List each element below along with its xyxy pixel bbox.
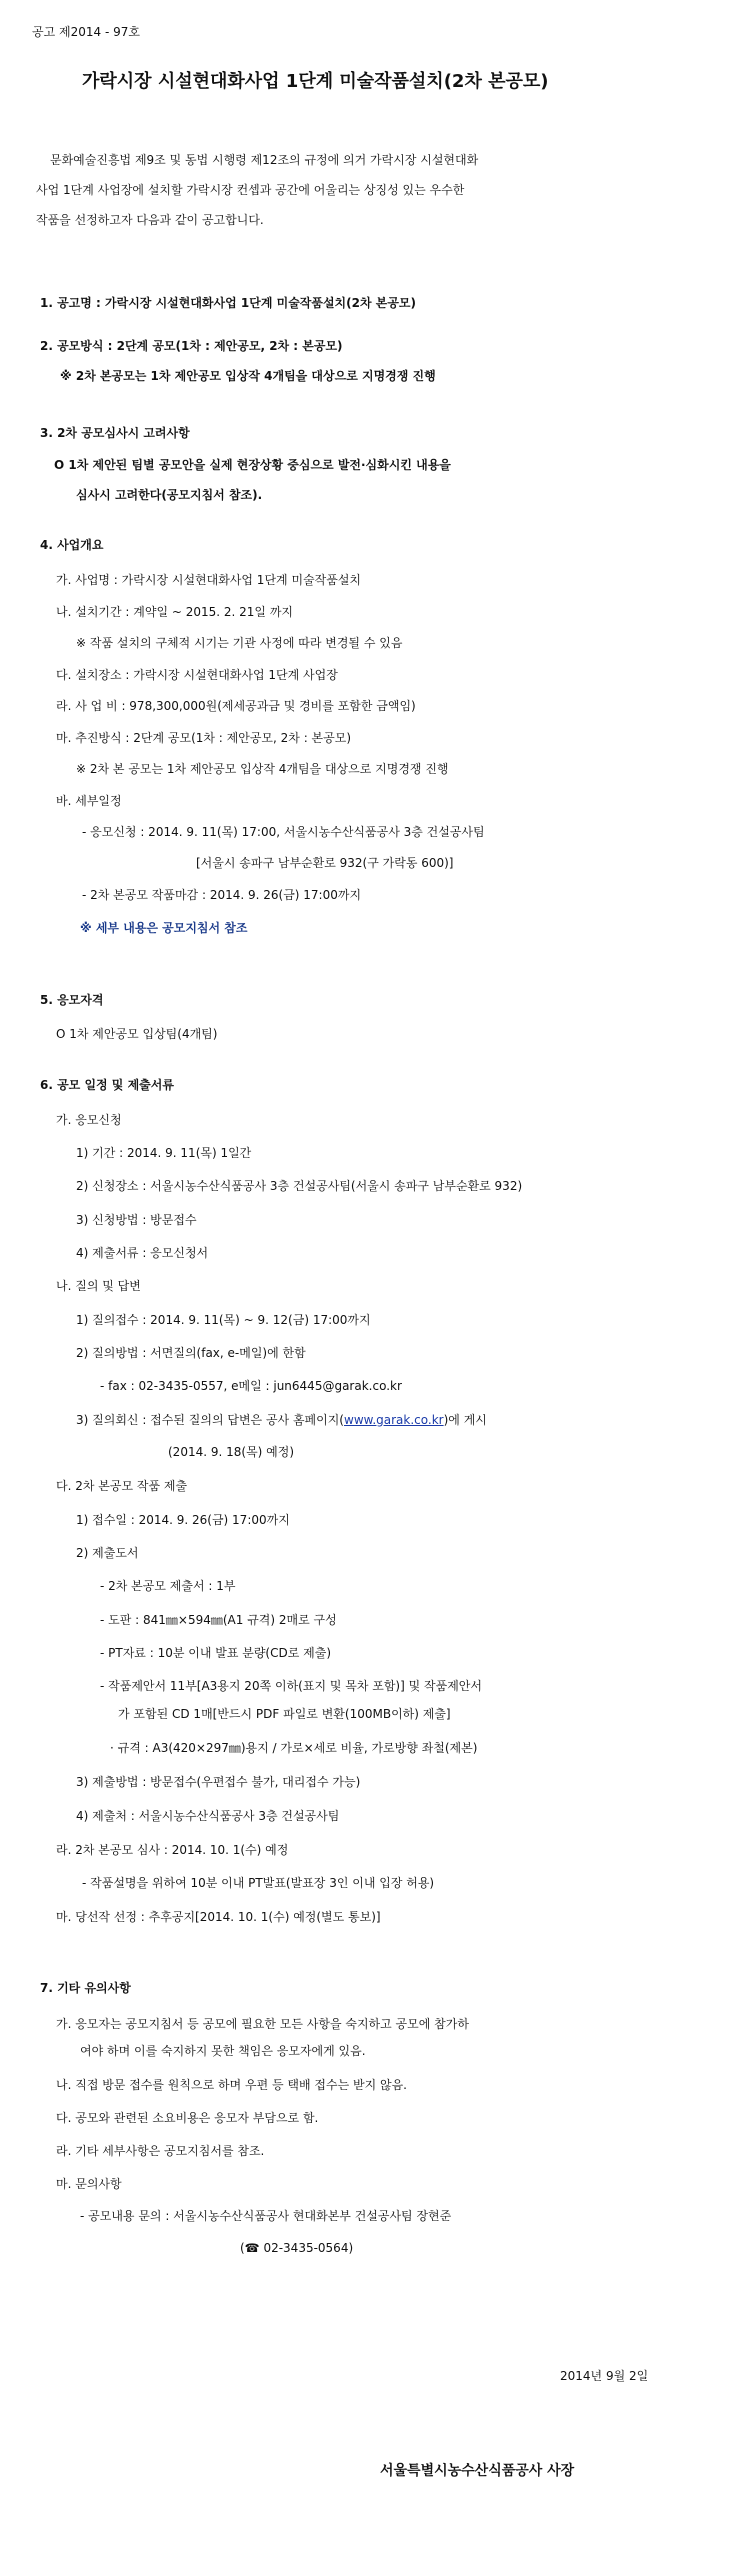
s7-item-b: 나. 직접 방문 접수를 원칙으로 하며 우편 등 택배 접수는 받지 않음. [56, 2078, 407, 2092]
section-7-heading: 7. 기타 유의사항 [40, 1981, 131, 1995]
s6-item-b3-text: 3) 질의회신 : 접수된 질의의 답변은 공사 홈페이지( [76, 1413, 344, 1427]
s4-item-f-1: - 응모신청 : 2014. 9. 11(목) 17:00, 서울시농수산식품공사 3층 건설공사팀 [82, 825, 485, 839]
s6-item-d1: - 작품설명을 위하여 10분 이내 PT발표(발표장 3인 이내 입장 허용) [82, 1876, 435, 1890]
s4-item-f-2: - 2차 본공모 작품마감 : 2014. 9. 26(금) 17:00까지 [82, 888, 362, 902]
section-1-heading: 1. 공고명 : 가락시장 시설현대화사업 1단계 미술작품설치(2차 본공모) [40, 296, 417, 310]
section-5-heading: 5. 응모자격 [40, 993, 104, 1007]
s6-item-c: 다. 2차 본공모 작품 제출 [56, 1479, 188, 1493]
section-3-item-cont: 심사시 고려한다(공모지침서 참조). [76, 488, 263, 502]
contact-phone: (☎ 02-3435-0564) [240, 2241, 354, 2255]
s4-item-f: 바. 세부일정 [56, 794, 122, 808]
s6-item-c2-4: - 작품제안서 11부[A3용지 20쪽 이하(표지 및 목차 포함)] 및 작품제안서 [100, 1679, 482, 1693]
s4-item-a: 가. 사업명 : 가락시장 시설현대화사업 1단계 미술작품설치 [56, 573, 361, 587]
page-title: 가락시장 시설현대화사업 1단계 미술작품설치(2차 본공모) [82, 71, 549, 92]
s6-item-c2-4-cont: 가 포함된 CD 1매[반드시 PDF 파일로 변환(100MB이하) 제출] [118, 1707, 451, 1721]
notice-date: 2014년 9월 2일 [560, 2369, 649, 2383]
section-2-note: ※ 2차 본공모는 1차 제안공모 입상작 4개팀을 대상으로 지명경쟁 진행 [60, 369, 436, 383]
s4-item-c: 다. 설치장소 : 가락시장 시설현대화사업 1단계 사업장 [56, 668, 338, 682]
s6-item-c1: 1) 접수일 : 2014. 9. 26(금) 17:00까지 [76, 1513, 290, 1527]
s4-item-d: 라. 사 업 비 : 978,300,000원(제세공과금 및 경비를 포함한 금액임) [56, 699, 416, 713]
s6-item-b3-text-end: )에 게시 [443, 1413, 487, 1427]
s7-item-e1: - 공모내용 문의 : 서울시농수산식품공사 현대화본부 건설공사팀 장현준 [80, 2209, 452, 2223]
s6-item-b2: 2) 질의방법 : 서면질의(fax, e-메일)에 한함 [76, 1346, 306, 1360]
intro-line: 작품을 선정하고자 다음과 같이 공고합니다. [36, 213, 264, 227]
section-6-heading: 6. 공모 일정 및 제출서류 [40, 1078, 174, 1092]
intro-line: 사업 1단계 사업장에 설치할 가락시장 컨셉과 공간에 어울리는 상징성 있는 우수한 [36, 183, 465, 197]
s6-item-c2-2: - 도판 : 841㎜×594㎜(A1 규격) 2매로 구성 [100, 1613, 337, 1627]
s4-item-b-note: ※ 작품 설치의 구체적 시기는 기관 사정에 따라 변경될 수 있음 [76, 636, 403, 650]
s6-item-b1: 1) 질의접수 : 2014. 9. 11(목) ~ 9. 12(금) 17:00까지 [76, 1313, 371, 1327]
s6-item-a1: 1) 기간 : 2014. 9. 11(목) 1일간 [76, 1146, 252, 1160]
s6-item-a4: 4) 제출서류 : 응모신청서 [76, 1246, 209, 1260]
s6-item-b3 [76, 1412, 487, 1428]
s7-item-a-cont: 여야 하며 이를 숙지하지 못한 책임은 응모자에게 있음. [80, 2044, 366, 2058]
s6-item-c2-1: - 2차 본공모 제출서 : 1부 [100, 1579, 236, 1593]
s7-item-e: 마. 문의사항 [56, 2177, 122, 2191]
s6-item-c4: 4) 제출처 : 서울시농수산식품공사 3층 건설공사팀 [76, 1809, 340, 1823]
notice-number: 공고 제2014 - 97호 [32, 25, 140, 39]
section-4-heading: 4. 사업개요 [40, 538, 104, 552]
s6-item-c3: 3) 제출방법 : 방문접수(우편접수 불가, 대리접수 가능) [76, 1775, 361, 1789]
s6-item-a2: 2) 신청장소 : 서울시농수산식품공사 3층 건설공사팀(서울시 송파구 남부순환로 932) [76, 1179, 523, 1193]
issuer-signature: 서울특별시농수산식품공사 사장 [380, 2463, 575, 2479]
s7-item-a: 가. 응모자는 공모지침서 등 공모에 필요한 모든 사항을 숙지하고 공모에 참가하 [56, 2017, 469, 2031]
s4-item-e: 마. 추진방식 : 2단계 공모(1차 : 제안공모, 2차 : 본공모) [56, 731, 352, 745]
s7-item-c: 다. 공모와 관련된 소요비용은 응모자 부담으로 함. [56, 2111, 319, 2125]
s4-note: ※ 세부 내용은 공모지침서 참조 [80, 921, 248, 935]
s4-item-b: 나. 설치기간 : 계약일 ~ 2015. 2. 21일 까지 [56, 605, 294, 619]
section-2-heading: 2. 공모방식 : 2단계 공모(1차 : 제안공모, 2차 : 본공모) [40, 339, 343, 353]
s6-item-b2-contact: - fax : 02-3435-0557, e메일 : jun6445@garak.co.kr [100, 1379, 402, 1393]
s4-item-e-note: ※ 2차 본 공모는 1차 제안공모 입상작 4개팀을 대상으로 지명경쟁 진행 [76, 762, 449, 776]
s6-item-c2-5: · 규격 : A3(420×297㎜)용지 / 가로×세로 비율, 가로방향 좌철(제본) [110, 1741, 478, 1755]
section-3-heading: 3. 2차 공모심사시 고려사항 [40, 426, 190, 440]
s6-item-c2: 2) 제출도서 [76, 1546, 139, 1560]
s6-item-e: 마. 당선작 선정 : 추후공지[2014. 10. 1(수) 예정(별도 통보)] [56, 1910, 381, 1924]
s6-item-c2-3: - PT자료 : 10분 이내 발표 분량(CD로 제출) [100, 1646, 331, 1660]
s7-item-d: 라. 기타 세부사항은 공모지침서를 참조. [56, 2144, 265, 2158]
homepage-link[interactable]: www.garak.co.kr [344, 1413, 444, 1427]
intro-line: 문화예술진흥법 제9조 및 동법 시행령 제12조의 규정에 의거 가락시장 시설현대화 [50, 153, 479, 167]
s6-item-a3: 3) 신청방법 : 방문접수 [76, 1213, 197, 1227]
s6-item-b3-date: (2014. 9. 18(목) 예정) [168, 1445, 295, 1459]
s5-item: O 1차 제안공모 입상팀(4개팀) [56, 1027, 218, 1041]
s6-item-d: 라. 2차 본공모 심사 : 2014. 10. 1(수) 예정 [56, 1843, 289, 1857]
s6-item-a: 가. 응모신청 [56, 1113, 122, 1127]
section-3-item: O 1차 제안된 팀별 공모안을 실제 현장상황 중심으로 발전·심화시킨 내용을 [54, 458, 451, 472]
s4-item-f-1-address: [서울시 송파구 남부순환로 932(구 가락동 600)] [196, 856, 454, 870]
s6-item-b: 나. 질의 및 답변 [56, 1279, 141, 1293]
